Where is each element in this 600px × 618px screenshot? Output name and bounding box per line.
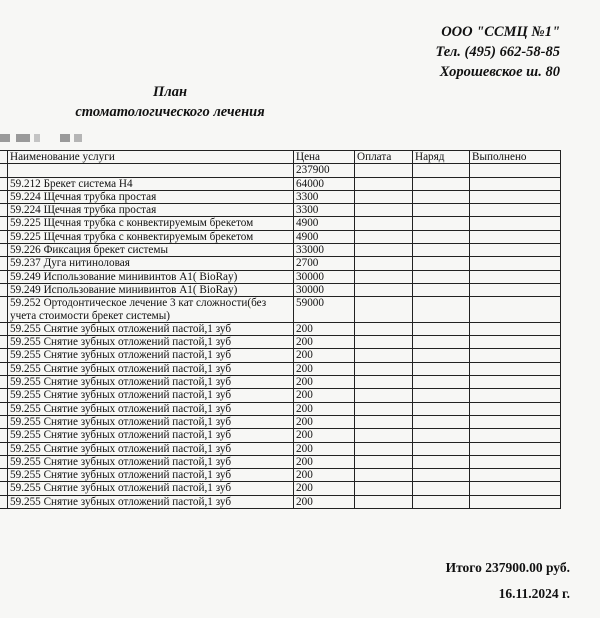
row-order <box>413 177 470 190</box>
row-price: 200 <box>294 402 355 415</box>
row-order <box>413 402 470 415</box>
row-order <box>413 270 470 283</box>
row-first <box>0 482 8 495</box>
row-service-name: 59.255 Снятие зубных отложений пастой,1 зуб <box>8 455 294 468</box>
row-order <box>413 469 470 482</box>
row-done <box>470 482 561 495</box>
table-row <box>0 336 561 349</box>
row-service-name: 59.255 Снятие зубных отложений пастой,1 зуб <box>8 322 294 335</box>
row-price: 200 <box>294 349 355 362</box>
row-done <box>470 322 561 335</box>
row-order <box>413 442 470 455</box>
row-payment <box>355 177 413 190</box>
row-done <box>470 376 561 389</box>
row-service-name: 59.225 Щечная трубка с конвектируемым брекетом <box>8 230 294 243</box>
row-done <box>470 190 561 203</box>
table-row <box>0 270 561 283</box>
row-done <box>470 270 561 283</box>
row-price: 3300 <box>294 190 355 203</box>
row-order <box>413 389 470 402</box>
page-title <box>60 82 280 122</box>
row-price: 200 <box>294 429 355 442</box>
header-name: Наименование услуги <box>8 151 294 164</box>
row-payment <box>355 469 413 482</box>
row-service-name: 59.224 Щечная трубка простая <box>8 190 294 203</box>
table-row <box>0 442 561 455</box>
row-done <box>470 429 561 442</box>
table-row <box>0 362 561 375</box>
row-payment <box>355 244 413 257</box>
row-done <box>470 362 561 375</box>
row-done <box>470 257 561 270</box>
header-done: Выполнено <box>470 151 561 164</box>
row-order <box>413 244 470 257</box>
row-first <box>0 322 8 335</box>
row-price: 200 <box>294 415 355 428</box>
row-price: 4900 <box>294 217 355 230</box>
row-first <box>0 455 8 468</box>
row-order <box>413 349 470 362</box>
row-service-name: 59.255 Снятие зубных отложений пастой,1 зуб <box>8 415 294 428</box>
table-row <box>0 455 561 468</box>
row-first <box>0 230 8 243</box>
row-order <box>413 376 470 389</box>
header-order: Наряд <box>413 151 470 164</box>
table-row <box>0 244 561 257</box>
row-price: 200 <box>294 336 355 349</box>
header-payment: Оплата <box>355 151 413 164</box>
row-first <box>0 270 8 283</box>
row-payment <box>355 482 413 495</box>
row-first <box>0 297 8 323</box>
row-first <box>0 376 8 389</box>
row-done <box>470 297 561 323</box>
row-first <box>0 442 8 455</box>
row-first <box>0 336 8 349</box>
row-service-name: 59.255 Снятие зубных отложений пастой,1 зуб <box>8 362 294 375</box>
row-first <box>0 402 8 415</box>
row-payment <box>355 270 413 283</box>
plan-title-line1: План <box>152 84 188 100</box>
row-done <box>470 389 561 402</box>
row-order <box>413 297 470 323</box>
row-service-name: 59.212 Брекет система Н4 <box>8 177 294 190</box>
table-row <box>0 217 561 230</box>
table-row <box>0 177 561 190</box>
table-row <box>0 204 561 217</box>
row-done <box>470 177 561 190</box>
row-payment <box>355 376 413 389</box>
row-price: 30000 <box>294 270 355 283</box>
row-price: 200 <box>294 362 355 375</box>
row-price: 200 <box>294 442 355 455</box>
row-first <box>0 257 8 270</box>
row-order <box>413 495 470 508</box>
row-service-name: 59.255 Снятие зубных отложений пастой,1 зуб <box>8 402 294 415</box>
row-order <box>413 415 470 428</box>
row-service-name: 59.237 Дуга нитиноловая <box>8 257 294 270</box>
row-price: 200 <box>294 322 355 335</box>
row-price: 200 <box>294 495 355 508</box>
row-price: 64000 <box>294 177 355 190</box>
document-date: 16.11.2024 г. <box>498 586 570 601</box>
table-row <box>0 402 561 415</box>
row-payment <box>355 389 413 402</box>
row-service-name: 59.249 Использование минивинтов А1( BioRay) <box>8 270 294 283</box>
row-first <box>0 204 8 217</box>
row-first <box>0 217 8 230</box>
row-order <box>413 217 470 230</box>
table-row <box>0 482 561 495</box>
row-order <box>413 257 470 270</box>
row-order <box>413 322 470 335</box>
table-row <box>0 389 561 402</box>
row-service-name: 59.255 Снятие зубных отложений пастой,1 зуб <box>8 482 294 495</box>
row-first <box>0 389 8 402</box>
table-total-row <box>0 164 561 177</box>
table-row <box>0 429 561 442</box>
row-done <box>470 244 561 257</box>
row-payment <box>355 349 413 362</box>
clinic-address: Хорошевское ш. 80 <box>439 64 560 80</box>
table-row <box>0 322 561 335</box>
row-service-name: 59.255 Снятие зубных отложений пастой,1 зуб <box>8 429 294 442</box>
row-payment <box>355 204 413 217</box>
total-row-price: 237900 <box>294 164 355 177</box>
row-order <box>413 362 470 375</box>
row-service-name: 59.226 Фиксация брекет системы <box>8 244 294 257</box>
row-first <box>0 283 8 296</box>
table-header-row <box>0 151 561 164</box>
row-order <box>413 204 470 217</box>
row-order <box>413 230 470 243</box>
row-service-name: 59.255 Снятие зубных отложений пастой,1 зуб <box>8 336 294 349</box>
row-price: 200 <box>294 376 355 389</box>
row-first <box>0 469 8 482</box>
row-service-name: 59.255 Снятие зубных отложений пастой,1 зуб <box>8 442 294 455</box>
row-first <box>0 495 8 508</box>
row-service-name: 59.255 Снятие зубных отложений пастой,1 зуб <box>8 389 294 402</box>
header-price: Цена <box>294 151 355 164</box>
row-payment <box>355 495 413 508</box>
header-first <box>0 151 8 164</box>
clinic-header <box>435 22 560 82</box>
row-payment <box>355 442 413 455</box>
row-done <box>470 415 561 428</box>
row-done <box>470 349 561 362</box>
row-payment <box>355 230 413 243</box>
table-row <box>0 190 561 203</box>
row-price: 200 <box>294 455 355 468</box>
services-table <box>0 150 561 509</box>
row-done <box>470 336 561 349</box>
row-service-name: 59.225 Щечная трубка с конвектируемым брекетом <box>8 217 294 230</box>
row-done <box>470 402 561 415</box>
row-service-name: 59.249 Использование минивинтов А1( BioRay) <box>8 283 294 296</box>
table-row <box>0 349 561 362</box>
table-row <box>0 469 561 482</box>
row-done <box>470 217 561 230</box>
row-done <box>470 455 561 468</box>
row-order <box>413 336 470 349</box>
table-row <box>0 495 561 508</box>
row-done <box>470 442 561 455</box>
row-payment <box>355 402 413 415</box>
row-first <box>0 190 8 203</box>
row-payment <box>355 429 413 442</box>
row-first <box>0 415 8 428</box>
row-service-name: 59.255 Снятие зубных отложений пастой,1 зуб <box>8 349 294 362</box>
row-first <box>0 362 8 375</box>
row-price: 59000 <box>294 297 355 323</box>
row-done <box>470 230 561 243</box>
row-service-name: 59.252 Ортодонтическое лечение 3 кат сложности(без учета стоимости брекет системы) <box>8 297 294 323</box>
row-done <box>470 469 561 482</box>
row-price: 2700 <box>294 257 355 270</box>
row-done <box>470 204 561 217</box>
table-row <box>0 257 561 270</box>
row-payment <box>355 257 413 270</box>
table-row <box>0 415 561 428</box>
row-service-name: 59.255 Снятие зубных отложений пастой,1 зуб <box>8 495 294 508</box>
row-service-name: 59.255 Снятие зубных отложений пастой,1 зуб <box>8 469 294 482</box>
row-first <box>0 244 8 257</box>
row-price: 30000 <box>294 283 355 296</box>
row-payment <box>355 283 413 296</box>
row-service-name: 59.255 Снятие зубных отложений пастой,1 зуб <box>8 376 294 389</box>
row-order <box>413 482 470 495</box>
row-price: 33000 <box>294 244 355 257</box>
row-payment <box>355 217 413 230</box>
row-payment <box>355 322 413 335</box>
table-row <box>0 283 561 296</box>
clinic-phone: Тел. (495) 662-58-85 <box>435 44 560 60</box>
row-payment <box>355 297 413 323</box>
row-order <box>413 190 470 203</box>
table-row <box>0 297 561 323</box>
clinic-name: ООО "ССМЦ №1" <box>441 24 560 40</box>
row-service-name: 59.224 Щечная трубка простая <box>8 204 294 217</box>
row-first <box>0 177 8 190</box>
row-order <box>413 455 470 468</box>
row-order <box>413 429 470 442</box>
row-order <box>413 283 470 296</box>
row-payment <box>355 362 413 375</box>
row-price: 200 <box>294 469 355 482</box>
row-price: 200 <box>294 482 355 495</box>
row-done <box>470 495 561 508</box>
row-payment <box>355 190 413 203</box>
row-price: 3300 <box>294 204 355 217</box>
row-first <box>0 429 8 442</box>
table-row <box>0 376 561 389</box>
total-amount: Итого 237900.00 руб. <box>445 560 570 575</box>
row-payment <box>355 455 413 468</box>
row-first <box>0 349 8 362</box>
row-done <box>470 283 561 296</box>
row-payment <box>355 415 413 428</box>
row-price: 200 <box>294 389 355 402</box>
row-payment <box>355 336 413 349</box>
plan-title-line2: стоматологического лечения <box>75 104 265 120</box>
row-price: 4900 <box>294 230 355 243</box>
table-row <box>0 230 561 243</box>
